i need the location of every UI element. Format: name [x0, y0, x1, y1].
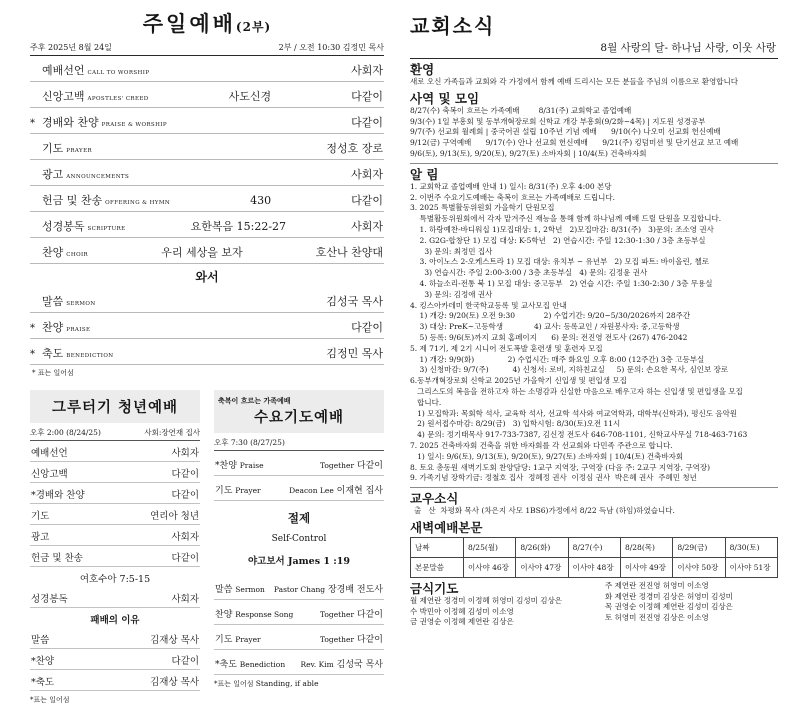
- youth-row: [30, 525, 200, 546]
- item-leader-en: Together: [319, 461, 355, 470]
- ministry-line: 9/7(주) 선교회 월례회 | 중국어권 설립 10주년 기념 예배 9/10(수) 나오미 선교회 헌신예배: [410, 127, 721, 137]
- table-cell: 이사야 50장: [673, 557, 725, 577]
- ministry-line: 9/6(토), 9/13(토), 9/20(토), 9/27(토) 소바자회 | 10/4(토) 건축바자회: [410, 148, 647, 158]
- ministry-heading: 사역 및 모임: [410, 90, 480, 106]
- divider: [410, 163, 778, 164]
- item-leader: 사회자: [351, 64, 383, 77]
- notice-line: 3) 문의: 김정애 권사: [410, 289, 493, 299]
- worship-row: [30, 339, 384, 365]
- item-leader: 사회자: [351, 168, 383, 181]
- item-label-ko: 경배와 찬양: [42, 116, 99, 129]
- notice-line: 6.동부개혁장로회 신학교 2025년 가을학기 신입생 및 편입생 모집: [410, 376, 627, 386]
- item-leader: 김재상 목사: [150, 677, 199, 688]
- item-label: *축도: [31, 677, 55, 688]
- notice-line: 9. 가족기념 장학기금: 정철호 집사 정혜정 권사 이정심 권사 박은혜 권사 주혜민 청년: [410, 473, 697, 483]
- dawn-service-heading: 새벽예배본문: [410, 519, 483, 535]
- youth-scripture: 여호수아 7:5-15: [79, 574, 151, 585]
- fasting-line: 금 권영순 이정혜 제연란 김상은: [410, 617, 514, 627]
- service-date: 주후 2025년 8월 24일: [30, 43, 112, 52]
- member-news-heading: 교우소식: [410, 491, 459, 507]
- table-cell: 이사야 48장: [568, 557, 620, 577]
- fasting-line: 월 제연란 정경미 이정혜 허영미 김성미 김상은: [410, 595, 562, 605]
- item-label: 광고: [31, 532, 50, 543]
- item-label: 성경봉독: [31, 594, 68, 605]
- wednesday-header: [214, 390, 384, 433]
- item-leader: 사회자: [171, 594, 199, 605]
- wednesday-tagline: 축복이 흐르는 가족예배: [218, 396, 291, 405]
- youth-row: [30, 628, 200, 649]
- notice-line: 1) 모집학과: 목회학 석사, 교육학 석사, 선교학 석사와 여교역학과, 대학부(신학과), 평신도 음악원: [410, 408, 738, 418]
- item-leader: 다같이: [171, 490, 199, 501]
- wednesday-row: [214, 625, 384, 650]
- item-label-en: Response Song: [235, 610, 294, 619]
- item-label: 예배선언: [31, 448, 68, 459]
- fasting-prayer-section: [410, 578, 778, 628]
- item-label-ko: 성경봉독: [42, 220, 85, 233]
- item-leader: 김성국 목사: [326, 295, 383, 308]
- notice-line: 3) 신청마감: 9/7(주) 4) 신청서: 로비, 지하친교실 5) 문의: 손요한 목사, 심인보 장로: [410, 365, 729, 375]
- item-leader-ko: 장경배 전도사: [327, 585, 383, 595]
- notice-line: 4. 킹스아카데미 한국학교등록 및 교사모집 안내: [410, 300, 567, 310]
- item-label-ko: 말씀: [42, 295, 64, 308]
- youth-row: [30, 462, 200, 483]
- item-leader-en: Pastor Chang: [273, 585, 326, 594]
- notice-line: 1) 개강: 9/9(화) 2) 수업시간: 매주 화요일 오후 8:00 (12주간) 3층 고등부실: [410, 354, 705, 364]
- item-leader: 다같이: [171, 553, 199, 564]
- wednesday-prayer-box: [214, 390, 384, 705]
- row-header: 본문말씀: [411, 557, 464, 577]
- item-label-ko: *축도: [215, 660, 237, 670]
- youth-worship-title: 그루터기 청년예배: [51, 399, 179, 416]
- item-label-ko: *찬양: [215, 461, 237, 471]
- month-theme: 8월 사랑의 달- 하나님 사랑, 이웃 사랑: [600, 42, 776, 54]
- item-content: 사도신경: [228, 90, 272, 103]
- wednesday-time: 오후 7:30 (8/27/25): [214, 438, 285, 447]
- notice-line: 5. 제 71기, 제 2기 시니어 전도폭발 훈련생 및 훈련자 모집: [410, 343, 603, 353]
- notice-line: 1. 하랑예찬-바디워십 1)모집대상: 1, 2학년 2)모집마감: 8/31(주) 3)문의: 조소영 권사: [410, 224, 714, 234]
- item-content: 요한복음 15:22-27: [190, 220, 287, 233]
- service-title: 주일예배: [142, 11, 236, 36]
- table-cell: 이사야 47장: [516, 557, 568, 577]
- divider: [410, 58, 778, 59]
- service-date-row: [30, 42, 384, 56]
- page-title: [30, 8, 384, 38]
- notice-line: 1) 일시: 9/6(토), 9/13(토), 9/20(토), 9/27(토) 소바자회 | 10/4(토) 건축바자회: [410, 451, 684, 461]
- item-leader: 호산나 찬양대: [315, 246, 383, 259]
- item-leader: 사회자: [171, 448, 199, 459]
- ministry-line: 9/3(수) 1일 부흥회 및 동부개혁장로회 신학교 개강 부흥회(9/2화~4목) | 지도원 성경공부: [410, 116, 706, 126]
- notice-line: 7. 2025 건축바자회 건축을 위한 바자회를 각 선교회와 다민족 주관으로 합니다.: [410, 440, 673, 450]
- ministry-line: 9/12(금) 구역예배 9/17(수) 안나 선교회 헌신예배 9/21(주) 킹덤미션 및 단기선교 보고 예배: [410, 138, 739, 148]
- wednesday-footnote-en: Standing, if able: [255, 679, 319, 688]
- item-label-en: BENEDICTION: [66, 353, 114, 359]
- item-label: *찬양: [31, 656, 55, 667]
- divider: [410, 487, 778, 488]
- item-leader: 사회자: [351, 220, 383, 233]
- standing-footnote: * 표는 일어섬: [32, 369, 74, 377]
- item-label-en: CHOIR: [66, 252, 89, 258]
- service-title-part: (2부): [235, 20, 272, 34]
- wednesday-row: [214, 451, 384, 476]
- worship-order-column: [0, 0, 396, 704]
- item-label-ko: 축도: [42, 347, 64, 360]
- item-label: 신앙고백: [31, 469, 68, 480]
- col-header: 8/26(화): [516, 537, 568, 557]
- notice-line: 2) 원서접수마감: 8/29(금) 3) 입학시험: 8/30(토)오전 11시: [410, 419, 621, 429]
- item-label-en: Praise: [239, 461, 264, 470]
- item-label-ko: 예배선언: [42, 64, 85, 77]
- notice-line: 4) 문의: 정기태목사 917-733-7387, 김신정 전도사 646-708-1101, 신학교사무실 718-463-7163: [410, 430, 748, 440]
- notice-line: 5) 등록: 9/6(토)까지 교회 홈페이지 6) 문의: 전진영 전도사 (267) 476-2042: [410, 332, 688, 342]
- youth-row: [30, 649, 200, 670]
- worship-row: [30, 160, 384, 186]
- worship-row: [30, 238, 384, 264]
- worship-row: [30, 134, 384, 160]
- worship-row: [30, 287, 384, 313]
- item-leader: 다같이: [351, 194, 383, 207]
- service-time-pastor: 2부 / 오전 10:30 김정민 목사: [278, 43, 384, 52]
- youth-footnote: *표는 일어섬: [30, 696, 70, 704]
- item-leader: 다같이: [171, 656, 199, 667]
- youth-time: 오후 2:00 (8/24/25): [30, 428, 101, 437]
- worship-row: [30, 212, 384, 238]
- item-label-en: PRAYER: [66, 148, 93, 154]
- youth-row: [30, 670, 200, 691]
- table-cell: 이사야 51장: [725, 557, 777, 577]
- notice-line: 2. G2G-합창단 1) 모집 대상: K-5학년 2) 연습시간: 주일 12:30-1:30 / 3층 초등부실: [410, 235, 706, 245]
- wednesday-row: [214, 600, 384, 625]
- table-cell: 이사야 49장: [620, 557, 672, 577]
- notice-line: 특별활동위원회에서 각자 맡겨주신 재능을 통해 함께 하나님께 예배 드릴 단원을 모집합니다.: [410, 214, 722, 224]
- item-label-en: SERMON: [66, 301, 96, 307]
- sub-services: [30, 390, 384, 705]
- table-row: [411, 537, 778, 557]
- item-label-en: OFFERING & HYMN: [105, 200, 171, 206]
- youth-row: [30, 587, 200, 608]
- item-leader: 정성호 장로: [326, 142, 383, 155]
- welcome-heading: 환영: [410, 62, 435, 77]
- item-label-ko: 찬양: [215, 610, 233, 620]
- col-header: 8/30(토): [725, 537, 777, 557]
- notice-line: 2. 이번주 수요기도예배는 축복이 흐르는 가족예배로 드립니다.: [410, 192, 615, 202]
- item-leader-ko: 다같이: [356, 610, 383, 620]
- wednesday-footnote-ko: *표는 일어섬: [214, 680, 254, 688]
- youth-row: [30, 504, 200, 525]
- item-label-ko: 신앙고백: [42, 90, 85, 103]
- item-leader-ko: 다같이: [356, 635, 383, 645]
- item-label-ko: 기도: [215, 635, 233, 645]
- worship-row: [30, 313, 384, 339]
- worship-row: [30, 56, 384, 82]
- item-leader: 다같이: [351, 90, 383, 103]
- item-leader: 김재상 목사: [150, 635, 199, 646]
- worship-row: [30, 186, 384, 212]
- wednesday-footnote: [214, 675, 384, 689]
- wednesday-title: 수요기도예배: [253, 409, 345, 426]
- worship-row: [30, 82, 384, 108]
- table-cell: 이사야 46장: [464, 557, 516, 577]
- item-leader: 사회자: [171, 532, 199, 543]
- item-label-en: PRAISE: [66, 327, 91, 333]
- item-content: 430: [250, 194, 272, 207]
- item-leader-ko: 이재현 집사: [336, 486, 383, 496]
- table-row: [411, 557, 778, 577]
- item-label-ko: 헌금 및 찬송: [42, 194, 103, 207]
- wednesday-row: [214, 575, 384, 600]
- item-label-en: Benediction: [239, 660, 286, 669]
- welcome-body: 새로 오신 가족들과 교회와 각 가정에서 함께 예배 드리시는 모든 분들을 주님의 이름으로 환영합니다: [410, 77, 739, 86]
- ministry-line: 8/27(수) 축복이 흐르는 가족예배 8/31(주) 교회학교 졸업예배: [410, 105, 632, 115]
- col-header: 날짜: [411, 537, 464, 557]
- notice-line: 3) 연습시간: 주일 2:00-3:00 / 3층 초등부실 4) 문의: 김정윤 권사: [410, 268, 648, 278]
- item-label-en: APOSTLES' CREED: [87, 96, 149, 102]
- youth-row: [30, 546, 200, 567]
- fasting-line: 화 제연란 정경미 김상은 허영미 김성미: [605, 591, 733, 601]
- item-leader: 다같이: [351, 116, 383, 129]
- item-leader-ko: 다같이: [356, 461, 383, 471]
- item-label: 말씀: [31, 635, 50, 646]
- notices-heading: 알 림: [410, 166, 439, 182]
- notice-line: 3. 2025 특별활동위원회 가을학기 단원모집: [410, 203, 555, 213]
- item-leader-en: Rev. Kim: [300, 660, 334, 669]
- col-header: 8/25(월): [464, 537, 516, 557]
- church-news-column: [396, 0, 792, 627]
- youth-sermon-title: 패배의 이유: [90, 615, 140, 626]
- item-label-en: Prayer: [235, 486, 261, 495]
- standing-marker: *: [30, 349, 35, 360]
- sermon-title: 와서: [195, 270, 219, 284]
- item-label-ko: 기도: [215, 486, 233, 496]
- item-leader: 다같이: [171, 469, 199, 480]
- col-header: 8/27(수): [568, 537, 620, 557]
- item-label-en: SCRIPTURE: [87, 226, 126, 232]
- youth-row: [30, 441, 200, 462]
- notice-line: 3) 문의: 최정민 집사: [410, 246, 493, 256]
- wednesday-scripture: 야고보서 James 1 :19: [247, 556, 351, 567]
- fasting-line: 주 제연란 전진영 허영미 이소영: [605, 580, 709, 590]
- item-label-en: ANNOUNCEMENTS: [66, 174, 130, 180]
- item-leader: 연리아 청년: [150, 511, 199, 522]
- notice-line: 4. 하늘소리-전통 북 1) 모집 대상: 중고등부 2) 연습 시간: 주일 1:30-2:30 / 3층 무용실: [410, 278, 713, 288]
- item-label-ko: 기도: [42, 142, 64, 155]
- notice-line: 그리스도의 복음을 전하고자 하는 소명감과 신실한 마음으로 배우고자 하는 신입생 및 편입생을 모집: [410, 386, 743, 396]
- notice-line: 1. 교회학교 졸업예배 안내 1) 일시: 8/31(주) 오후 4:00 본당: [410, 181, 612, 191]
- item-label: 헌금 및 찬송: [31, 553, 83, 564]
- dawn-reading-table: [410, 537, 778, 578]
- item-label-ko: 찬양: [42, 246, 64, 259]
- notice-line: 합니다.: [410, 397, 442, 407]
- worship-row: [30, 108, 384, 134]
- youth-time-row: [30, 423, 200, 441]
- item-label-en: CALL TO WORSHIP: [87, 70, 150, 76]
- item-label: 기도: [31, 511, 50, 522]
- wednesday-sermon-title-ko: 절제: [287, 511, 311, 525]
- item-leader-ko: 김성국 목사: [336, 660, 383, 670]
- col-header: 8/28(목): [620, 537, 672, 557]
- item-label-en: Prayer: [235, 635, 261, 644]
- item-label-en: Sermon: [235, 585, 265, 594]
- youth-mc: 사회:장연재 집사: [144, 428, 200, 437]
- wednesday-row: [214, 476, 384, 501]
- notice-line: 3) 대상: PreK~고등학생 4) 교사: 등록교인 / 자원봉사자: 중,고등학생: [410, 322, 680, 332]
- item-label-ko: 광고: [42, 168, 64, 181]
- item-label-en: PRAISE & WORSHIP: [101, 122, 167, 128]
- notice-line: 8. 토요 총동원 새벽기도회 찬양담당: 1교구 지역장, 구역장 (다음 주: 2교구 지역장, 구역장): [410, 462, 711, 472]
- youth-row: [30, 483, 200, 504]
- item-label-ko: 찬양: [42, 321, 64, 334]
- item-content: 우리 세상을 보자: [161, 246, 243, 259]
- notice-line: 1) 개강: 9/20(토) 오전 9:30 2) 수업기간: 9/20~5/30/2026까지 28주간: [410, 311, 691, 321]
- item-leader-en: Deacon Lee: [289, 486, 334, 495]
- youth-worship-header: [30, 390, 200, 423]
- standing-marker: *: [30, 118, 35, 129]
- youth-worship-box: [30, 390, 200, 705]
- standing-marker: *: [30, 323, 35, 334]
- wednesday-time-row: [214, 433, 384, 451]
- news-title: 교회소식: [410, 14, 496, 38]
- item-leader: 김정민 목사: [326, 347, 383, 360]
- item-leader: 다같이: [351, 321, 383, 334]
- col-header: 8/29(금): [673, 537, 725, 557]
- item-leader-en: Together: [319, 635, 355, 644]
- fasting-line: 목 권영순 이정혜 제연란 김성미 김상은: [605, 602, 733, 612]
- member-news-line: 출 산 차평화 목사 (차은지 사모 1BS6)가정에서 8/22 득남 (하임)하였습니다.: [414, 506, 675, 516]
- wednesday-row: [214, 650, 384, 675]
- item-label: *경배와 찬양: [31, 490, 85, 501]
- wednesday-sermon-title-en: Self-Control: [271, 534, 327, 544]
- fasting-heading: 금식기도: [410, 580, 459, 596]
- fasting-line: 수 박민아 이정혜 김성미 이소영: [410, 606, 514, 616]
- notice-line: 3. 아이노스 2-오케스트라 1) 모집 대상: 유치부 ~ 유년부 2) 모집 파트: 바이올린, 첼로: [410, 257, 709, 267]
- fasting-line: 토 허영미 전진영 김상은 이소영: [605, 613, 709, 623]
- item-label-ko: 말씀: [215, 585, 233, 595]
- item-leader-en: Together: [319, 610, 355, 619]
